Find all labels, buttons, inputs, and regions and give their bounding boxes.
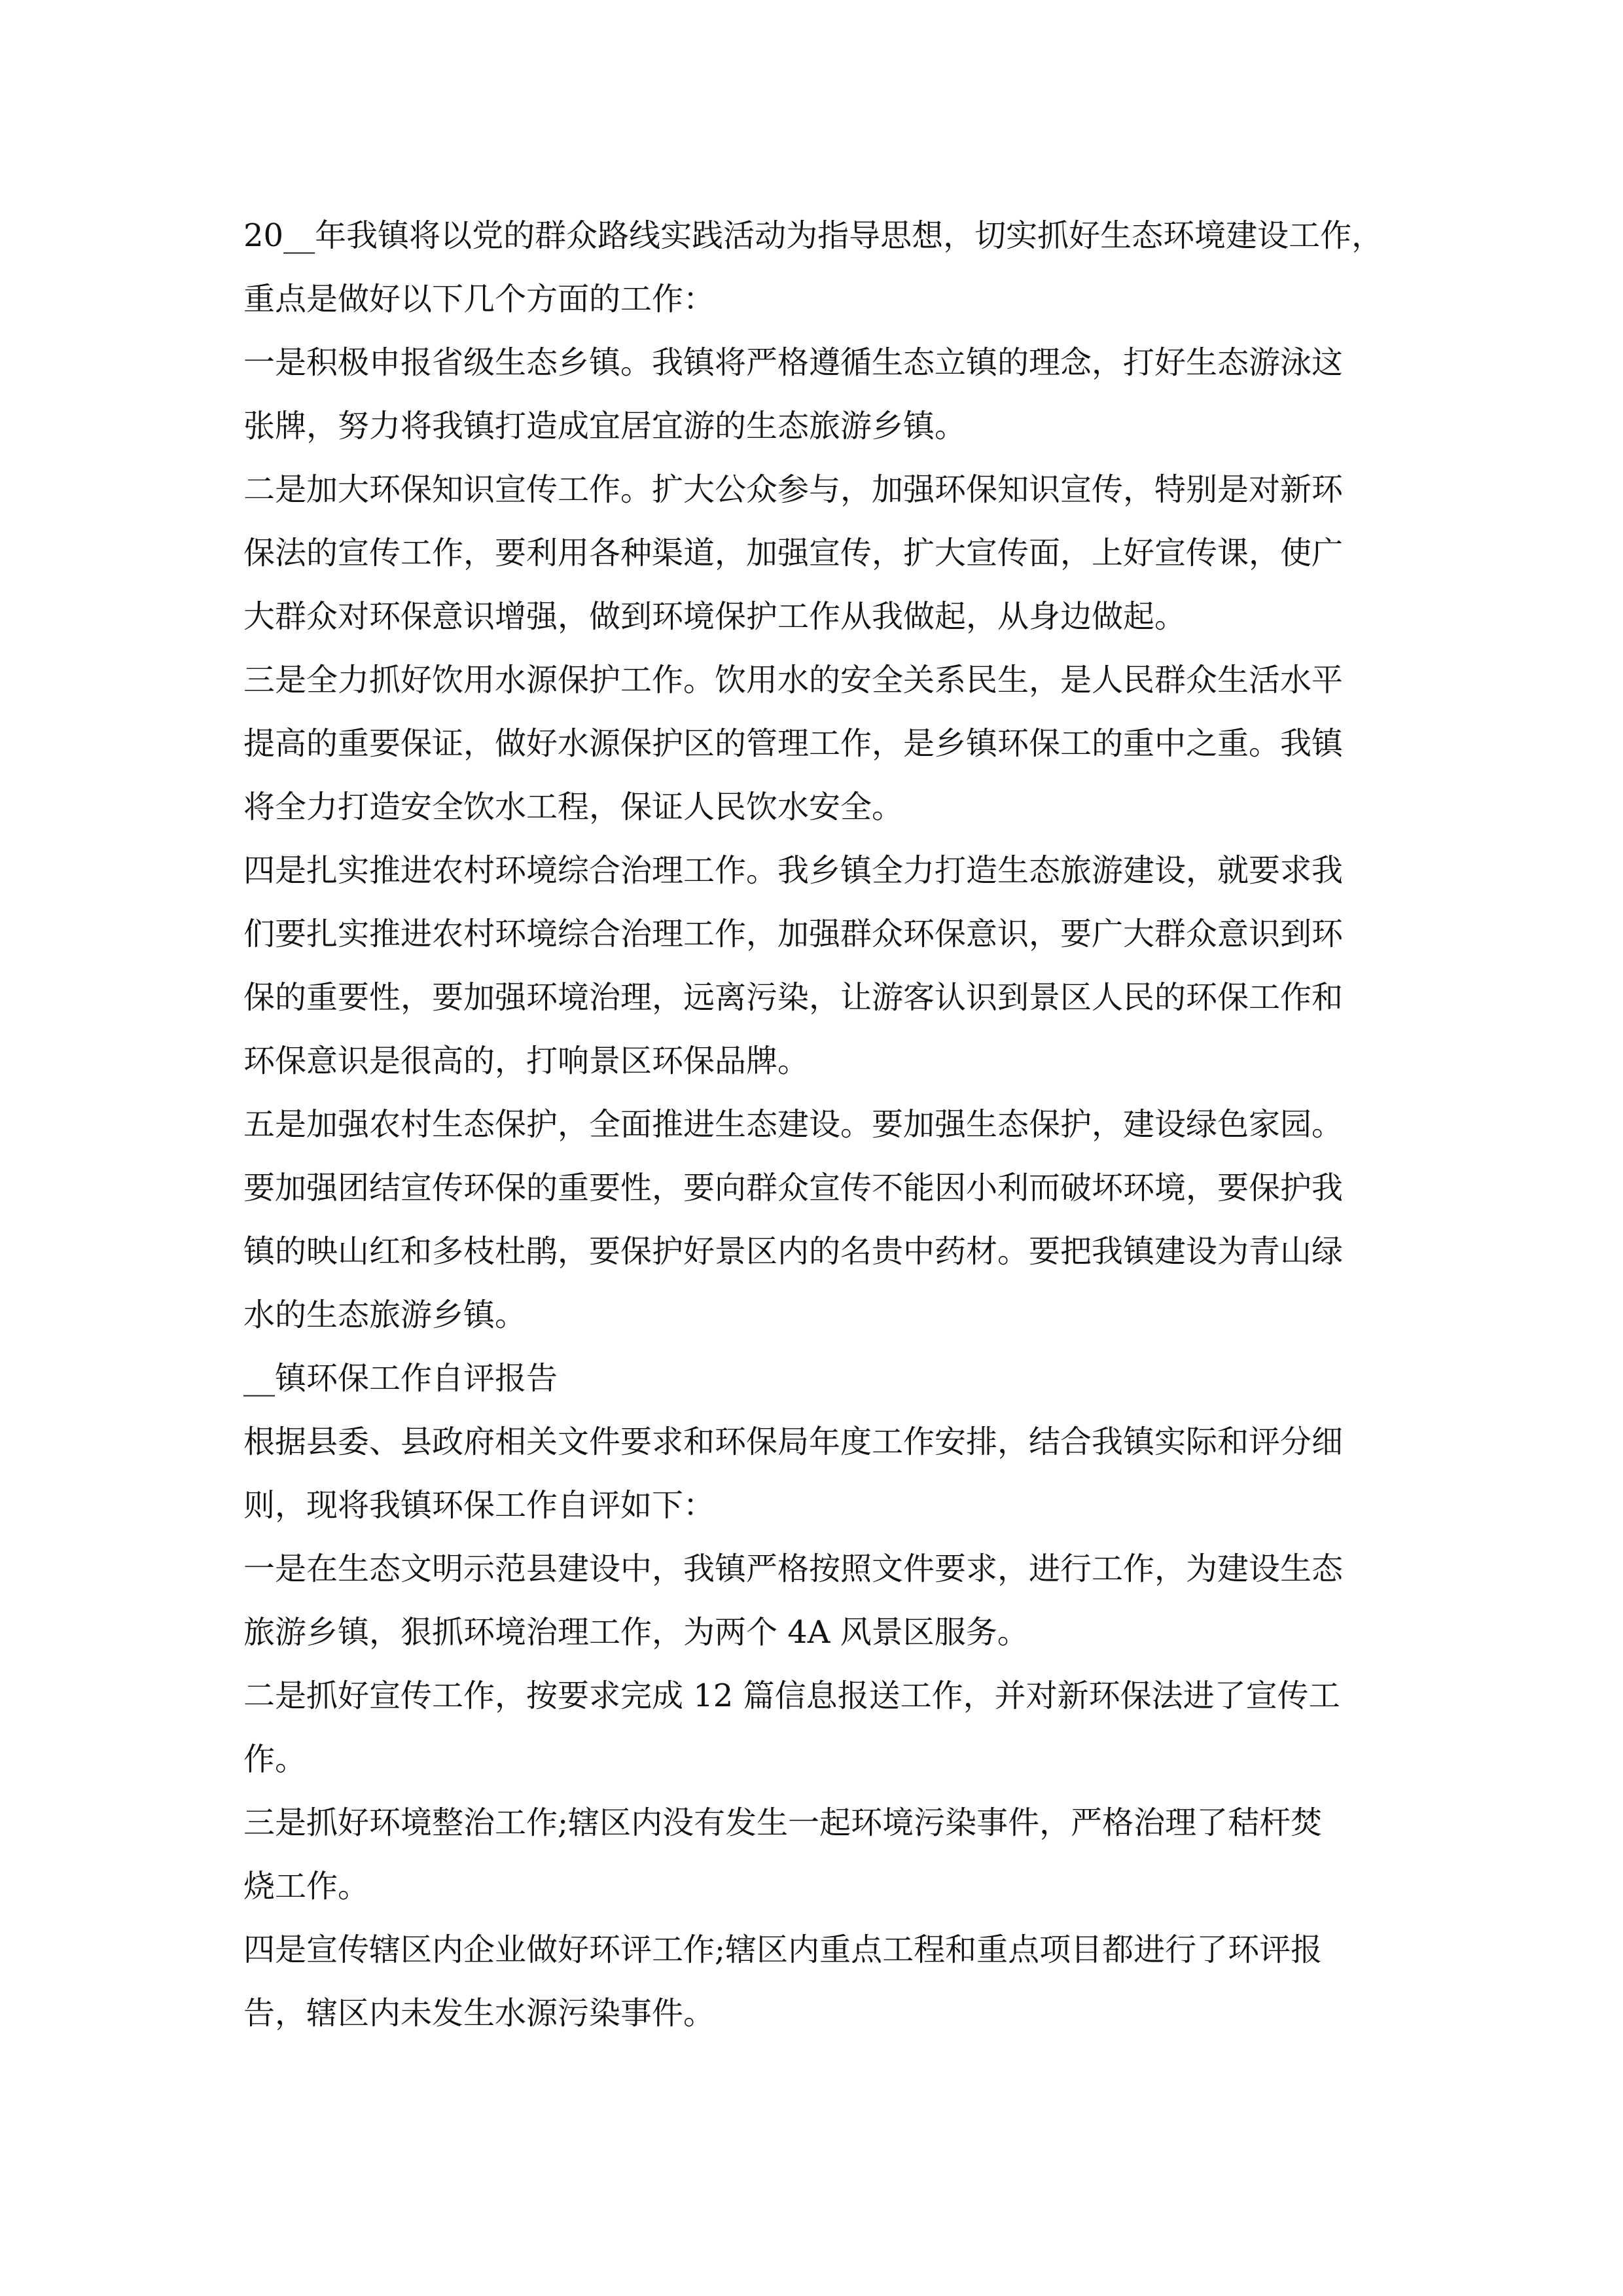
text-line: 保的重要性，要加强环境治理，远离污染，让游客认识到景区人民的环保工作和 bbox=[243, 979, 1344, 1016]
text-line: 根据县委、县政府相关文件要求和环保局年度工作安排，结合我镇实际和评分细 bbox=[243, 1424, 1344, 1460]
text-line: 镇的映山红和多枝杜鹃，要保护好景区内的名贵中药材。要把我镇建设为青山绿 bbox=[243, 1233, 1344, 1270]
text-line: 四是扎实推进农村环境综合治理工作。我乡镇全力打造生态旅游建设，就要求我 bbox=[243, 852, 1344, 889]
text-line: 保法的宣传工作，要利用各种渠道，加强宣传，扩大宣传面，上好宣传课，使广 bbox=[243, 535, 1344, 571]
text-line: 重点是做好以下几个方面的工作： bbox=[243, 281, 715, 317]
text-line: 们要扎实推进农村环境综合治理工作，加强群众环保意识，要广大群众意识到环 bbox=[243, 916, 1344, 952]
text-line: 二是加大环保知识宣传工作。扩大公众参与，加强环保知识宣传，特别是对新环 bbox=[243, 471, 1344, 508]
text-line: 旅游乡镇，狠抓环境治理工作，为两个 4A 风景区服务。 bbox=[243, 1614, 1029, 1651]
text-line: 二是抓好宣传工作，按要求完成 12 篇信息报送工作，并对新环保法进了宣传工 bbox=[243, 1677, 1340, 1714]
text-line: 则，现将我镇环保工作自评如下： bbox=[243, 1487, 715, 1524]
text-line: 要加强团结宣传环保的重要性，要向群众宣传不能因小利而破坏环境，要保护我 bbox=[243, 1170, 1344, 1206]
text-line: 三是抓好环境整治工作;辖区内没有发生一起环境污染事件，严格治理了秸杆焚 bbox=[243, 1804, 1323, 1841]
text-line: 一是在生态文明示范县建设中，我镇严格按照文件要求，进行工作，为建设生态 bbox=[243, 1551, 1344, 1587]
text-line: 四是宣传辖区内企业做好环评工作;辖区内重点工程和重点项目都进行了环评报 bbox=[243, 1931, 1323, 1968]
text-line: 20__年我镇将以党的群众路线实践活动为指导思想，切实抓好生态环境建设工作， bbox=[243, 217, 1383, 254]
text-line: 大群众对环保意识增强，做到环境保护工作从我做起，从身边做起。 bbox=[243, 598, 1186, 635]
text-line: 张牌，努力将我镇打造成宜居宜游的生态旅游乡镇。 bbox=[243, 408, 967, 444]
section-heading: __镇环保工作自评报告 bbox=[243, 1360, 558, 1397]
text-line: 一是积极申报省级生态乡镇。我镇将严格遵循生态立镇的理念，打好生态游泳这 bbox=[243, 344, 1344, 381]
text-line: 将全力打造安全饮水工程，保证人民饮水安全。 bbox=[243, 789, 904, 825]
text-line: 环保意识是很高的，打响景区环保品牌。 bbox=[243, 1043, 810, 1079]
text-line: 三是全力抓好饮用水源保护工作。饮用水的安全关系民生，是人民群众生活水平 bbox=[243, 662, 1344, 698]
text-line: 五是加强农村生态保护，全面推进生态建设。要加强生态保护，建设绿色家园。 bbox=[243, 1106, 1344, 1143]
text-line: 水的生态旅游乡镇。 bbox=[243, 1297, 527, 1333]
text-line: 烧工作。 bbox=[243, 1868, 370, 1905]
document-body bbox=[243, 204, 1415, 2045]
text-line: 告，辖区内未发生水源污染事件。 bbox=[243, 1995, 715, 2032]
text-line: 作。 bbox=[243, 1741, 307, 1778]
text-line: 提高的重要保证，做好水源保护区的管理工作，是乡镇环保工的重中之重。我镇 bbox=[243, 725, 1344, 762]
